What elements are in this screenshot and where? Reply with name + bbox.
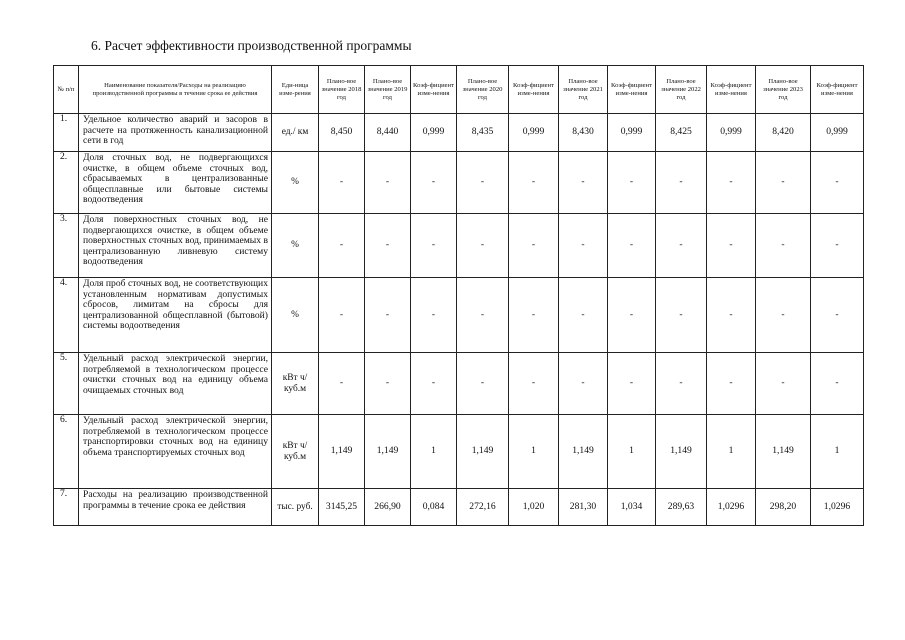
value-cell: -: [756, 152, 811, 214]
value-cell: -: [656, 278, 707, 353]
value-cell: 0,084: [411, 489, 457, 526]
table-row: [54, 489, 864, 526]
value-cell: 1,149: [756, 415, 811, 489]
value-cell: -: [457, 353, 509, 415]
value-cell: -: [707, 214, 756, 278]
value-cell: 1,0296: [811, 489, 864, 526]
row-number: 6.: [54, 415, 79, 489]
value-cell: 8,420: [756, 114, 811, 152]
row-number: 2.: [54, 152, 79, 214]
column-header: Плано-вое значение 2018 год: [319, 66, 365, 114]
value-cell: -: [319, 214, 365, 278]
row-number: 7.: [54, 489, 79, 526]
value-cell: -: [319, 278, 365, 353]
row-number: 1.: [54, 114, 79, 152]
value-cell: -: [608, 278, 656, 353]
value-cell: 8,435: [457, 114, 509, 152]
unit-cell: ед./ км: [272, 114, 319, 152]
value-cell: 281,30: [559, 489, 608, 526]
value-cell: 1,020: [509, 489, 559, 526]
value-cell: 3145,25: [319, 489, 365, 526]
value-cell: 1,149: [656, 415, 707, 489]
value-cell: -: [365, 278, 411, 353]
table-header-row: [54, 66, 864, 114]
value-cell: 1,149: [457, 415, 509, 489]
indicator-name: Удельное количество аварий и засоров в расчете на протяженность канализационной сети в год: [79, 114, 272, 152]
value-cell: -: [756, 278, 811, 353]
value-cell: -: [707, 278, 756, 353]
value-cell: 1,0296: [707, 489, 756, 526]
value-cell: -: [756, 214, 811, 278]
value-cell: -: [411, 278, 457, 353]
value-cell: -: [319, 152, 365, 214]
unit-cell: тыс. руб.: [272, 489, 319, 526]
efficiency-table: [53, 65, 864, 526]
value-cell: 298,20: [756, 489, 811, 526]
unit-cell: кВт ч/куб.м: [272, 415, 319, 489]
value-cell: -: [656, 152, 707, 214]
value-cell: -: [457, 152, 509, 214]
value-cell: 0,999: [811, 114, 864, 152]
row-number: 5.: [54, 353, 79, 415]
table-row: [54, 415, 864, 489]
column-header: № п/п: [54, 66, 79, 114]
value-cell: -: [608, 353, 656, 415]
value-cell: -: [411, 353, 457, 415]
value-cell: -: [509, 278, 559, 353]
value-cell: 1,149: [319, 415, 365, 489]
value-cell: -: [411, 214, 457, 278]
value-cell: 289,63: [656, 489, 707, 526]
unit-cell: %: [272, 214, 319, 278]
indicator-name: Удельный расход электрической энергии, потребляемой в технологическом процессе очистки сточных вод на единицу объема очищаемых сточных вод: [79, 353, 272, 415]
value-cell: -: [656, 353, 707, 415]
value-cell: 8,425: [656, 114, 707, 152]
unit-cell: кВт ч/куб.м: [272, 353, 319, 415]
column-header: Плано-вое значение 2022 год: [656, 66, 707, 114]
value-cell: -: [411, 152, 457, 214]
value-cell: 0,999: [411, 114, 457, 152]
indicator-name: Доля сточных вод, не подвергающихся очистке, в общем объеме сточных вод, сбрасываемых в централизованные общесплавные или бытовые системы водоотведения: [79, 152, 272, 214]
table-row: [54, 353, 864, 415]
table-row: [54, 114, 864, 152]
value-cell: -: [811, 214, 864, 278]
value-cell: -: [559, 353, 608, 415]
page-title: 6. Расчет эффективности производственной программы: [91, 38, 412, 53]
column-header: Плано-вое значение 2021 год: [559, 66, 608, 114]
column-header: Коэф-фициент изме-нения: [411, 66, 457, 114]
value-cell: -: [559, 214, 608, 278]
value-cell: -: [509, 152, 559, 214]
value-cell: -: [707, 353, 756, 415]
value-cell: 1,034: [608, 489, 656, 526]
table-row: [54, 152, 864, 214]
value-cell: 0,999: [509, 114, 559, 152]
value-cell: 8,440: [365, 114, 411, 152]
column-header: Еди-ница изме-рения: [272, 66, 319, 114]
value-cell: -: [608, 152, 656, 214]
value-cell: 8,430: [559, 114, 608, 152]
column-header: Наименование показателя/Расходы на реализацию производственной программы в течение срока ее действия: [79, 66, 272, 114]
column-header: Коэф-фициент изме-нения: [608, 66, 656, 114]
value-cell: 272,16: [457, 489, 509, 526]
table-row: [54, 214, 864, 278]
value-cell: 1,149: [559, 415, 608, 489]
value-cell: -: [319, 353, 365, 415]
value-cell: -: [811, 353, 864, 415]
value-cell: -: [707, 152, 756, 214]
value-cell: -: [608, 214, 656, 278]
value-cell: -: [756, 353, 811, 415]
value-cell: -: [457, 278, 509, 353]
value-cell: -: [365, 214, 411, 278]
indicator-name: Доля поверхностных сточных вод, не подвергающихся очистке, в общем объеме поверхностных сточных вод, принимаемых в централизованную ливневую систему водоотведения: [79, 214, 272, 278]
unit-cell: %: [272, 152, 319, 214]
value-cell: -: [811, 278, 864, 353]
value-cell: 1: [608, 415, 656, 489]
value-cell: 1: [411, 415, 457, 489]
value-cell: -: [811, 152, 864, 214]
value-cell: -: [365, 152, 411, 214]
value-cell: 1,149: [365, 415, 411, 489]
column-header: Плано-вое значение 2023 год: [756, 66, 811, 114]
column-header: Коэф-фициент изме-нения: [707, 66, 756, 114]
value-cell: 0,999: [608, 114, 656, 152]
column-header: Коэф-фициент изме-нения: [509, 66, 559, 114]
unit-cell: %: [272, 278, 319, 353]
value-cell: 1: [509, 415, 559, 489]
value-cell: -: [509, 353, 559, 415]
row-number: 4.: [54, 278, 79, 353]
value-cell: -: [509, 214, 559, 278]
table-row: [54, 278, 864, 353]
value-cell: -: [365, 353, 411, 415]
value-cell: -: [656, 214, 707, 278]
value-cell: -: [457, 214, 509, 278]
indicator-name: Доля проб сточных вод, не соответствующих установленным нормативам допустимых сбросов, лимитам на сбросы для централизованной общесплавной (бытовой) системы водоотведения: [79, 278, 272, 353]
value-cell: -: [559, 152, 608, 214]
indicator-name: Удельный расход электрической энергии, потребляемой в технологическом процессе транспортировки сточных вод на единицу объема транспортируемых сточных вод: [79, 415, 272, 489]
value-cell: 1: [811, 415, 864, 489]
value-cell: 266,90: [365, 489, 411, 526]
value-cell: -: [559, 278, 608, 353]
indicator-name: Расходы на реализацию производственной программы в течение срока ее действия: [79, 489, 272, 526]
value-cell: 8,450: [319, 114, 365, 152]
column-header: Плано-вое значение 2020 год: [457, 66, 509, 114]
column-header: Плано-вое значение 2019 год: [365, 66, 411, 114]
value-cell: 0,999: [707, 114, 756, 152]
row-number: 3.: [54, 214, 79, 278]
value-cell: 1: [707, 415, 756, 489]
column-header: Коэф-фициент изме-нения: [811, 66, 864, 114]
